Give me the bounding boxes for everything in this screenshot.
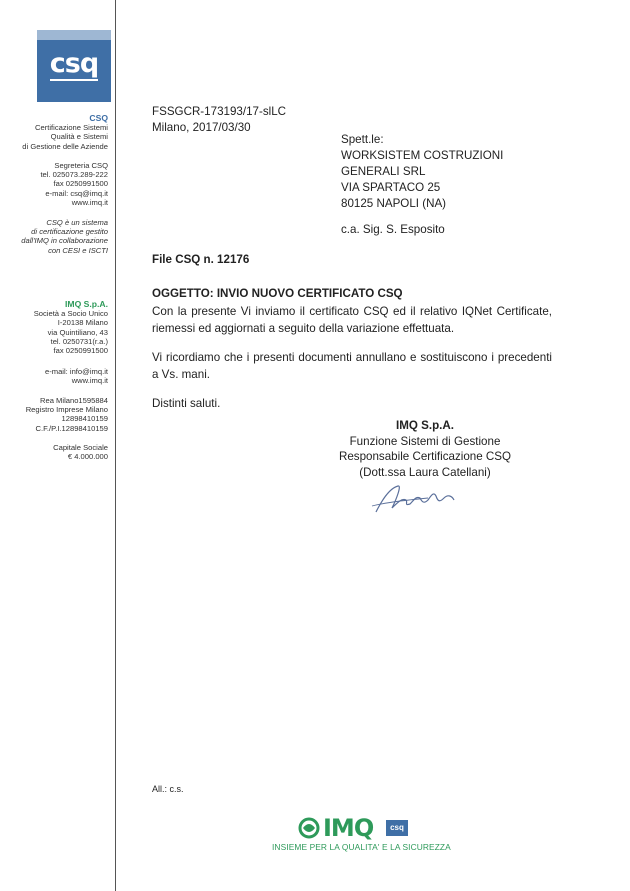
secretariat-line: fax 0250991500 bbox=[53, 179, 108, 189]
signature-department: Funzione Sistemi di Gestione bbox=[349, 434, 501, 448]
imq-block bbox=[34, 300, 108, 355]
registry-line: C.F./P.I.12898410159 bbox=[35, 423, 108, 433]
secretariat-line: e-mail: csq@imq.it bbox=[45, 188, 108, 198]
capital-value: € 4.000.000 bbox=[67, 452, 108, 462]
attachments-note: All.: c.s. bbox=[152, 784, 184, 794]
imq-website: www.imq.it bbox=[71, 376, 108, 386]
imq-footer-text: IMQ bbox=[323, 814, 374, 842]
imq-emblem-icon bbox=[296, 817, 322, 839]
registry-line: Registro Imprese Milano bbox=[25, 405, 108, 415]
handwritten-signature bbox=[368, 480, 458, 518]
closing-greeting: Distinti saluti. bbox=[152, 397, 221, 410]
imq-address-line: tel. 0250731(r.a.) bbox=[50, 336, 108, 346]
recipient-address bbox=[341, 132, 503, 212]
reference-number: FSSGCR-173193/17-slLC bbox=[152, 105, 287, 118]
imq-address-line: via Quintiliano, 43 bbox=[47, 327, 108, 337]
sidebar bbox=[0, 0, 116, 891]
csq-badge: csq bbox=[386, 820, 408, 836]
file-number: File CSQ n. 12176 bbox=[152, 253, 250, 266]
recipient-line: GENERALI SRL bbox=[341, 165, 426, 178]
attention-line: c.a. Sig. S. Esposito bbox=[341, 223, 445, 236]
imq-contacts bbox=[45, 367, 108, 385]
csq-logo bbox=[37, 30, 111, 102]
system-note-line: di certificazione gestito bbox=[31, 227, 108, 237]
secretariat-line: tel. 025073.289-222 bbox=[40, 170, 108, 180]
signature-block bbox=[310, 418, 540, 480]
capital-block bbox=[53, 443, 108, 461]
csq-name: CSQ bbox=[89, 113, 108, 123]
imq-address-line: I-20138 Milano bbox=[57, 318, 108, 328]
csq-desc-line: Certificazione Sistemi bbox=[34, 123, 108, 133]
secretariat-line: Segreteria CSQ bbox=[54, 161, 108, 170]
csq-desc-line: Qualità e Sistemi bbox=[50, 132, 108, 142]
signature-person: (Dott.ssa Laura Catellani) bbox=[359, 465, 491, 479]
secretariat-block bbox=[40, 161, 108, 207]
footer-tagline: INSIEME PER LA QUALITA' E LA SICUREZZA bbox=[272, 842, 451, 852]
signature-company: IMQ S.p.A. bbox=[396, 419, 454, 432]
signature-role: Responsabile Certificazione CSQ bbox=[338, 450, 512, 463]
recipient-line: WORKSISTEM COSTRUZIONI bbox=[341, 149, 504, 162]
system-note-line: dall'IMQ in collaborazione bbox=[21, 236, 108, 246]
body-paragraph-2: Vi ricordiamo che i presenti documenti annullano e sostituiscono i precedenti a Vs. mani. bbox=[152, 351, 552, 381]
subject-line: OGGETTO: INVIO NUOVO CERTIFICATO CSQ bbox=[152, 287, 403, 300]
body-paragraph-1: Con la presente Vi inviamo il certificato CSQ ed il relativo IQNet Certificate, riemessi ed aggiornati a seguito della variazione effettuata. bbox=[152, 305, 552, 335]
system-note-line: con CESI e ISCTI bbox=[48, 245, 108, 255]
secretariat-line: www.imq.it bbox=[71, 197, 108, 207]
imq-email: e-mail: info@imq.it bbox=[45, 367, 108, 376]
csq-block bbox=[22, 114, 108, 151]
imq-address-line: Società a Socio Unico bbox=[33, 309, 108, 319]
registry-line: 12898410159 bbox=[61, 414, 108, 424]
letter-date: Milano, 2017/03/30 bbox=[152, 121, 251, 134]
registry-line: Rea Milano1595884 bbox=[40, 396, 108, 405]
recipient-line: Spett.le: bbox=[341, 133, 384, 146]
capital-label: Capitale Sociale bbox=[53, 443, 108, 452]
recipient-line: 80125 NAPOLI (NA) bbox=[341, 197, 447, 210]
csq-desc-line: di Gestione delle Aziende bbox=[22, 141, 108, 151]
system-note-line: CSQ è un sistema bbox=[46, 218, 108, 227]
recipient-line: VIA SPARTACO 25 bbox=[341, 181, 441, 194]
csq-logo-text: csq bbox=[49, 48, 99, 79]
registry-block bbox=[26, 396, 108, 433]
system-note bbox=[21, 218, 108, 255]
imq-footer-logo bbox=[296, 814, 416, 842]
imq-name: IMQ S.p.A. bbox=[65, 299, 108, 309]
sidebar-divider bbox=[115, 0, 116, 891]
imq-address-line: fax 0250991500 bbox=[53, 346, 108, 356]
letter-header bbox=[152, 104, 286, 136]
